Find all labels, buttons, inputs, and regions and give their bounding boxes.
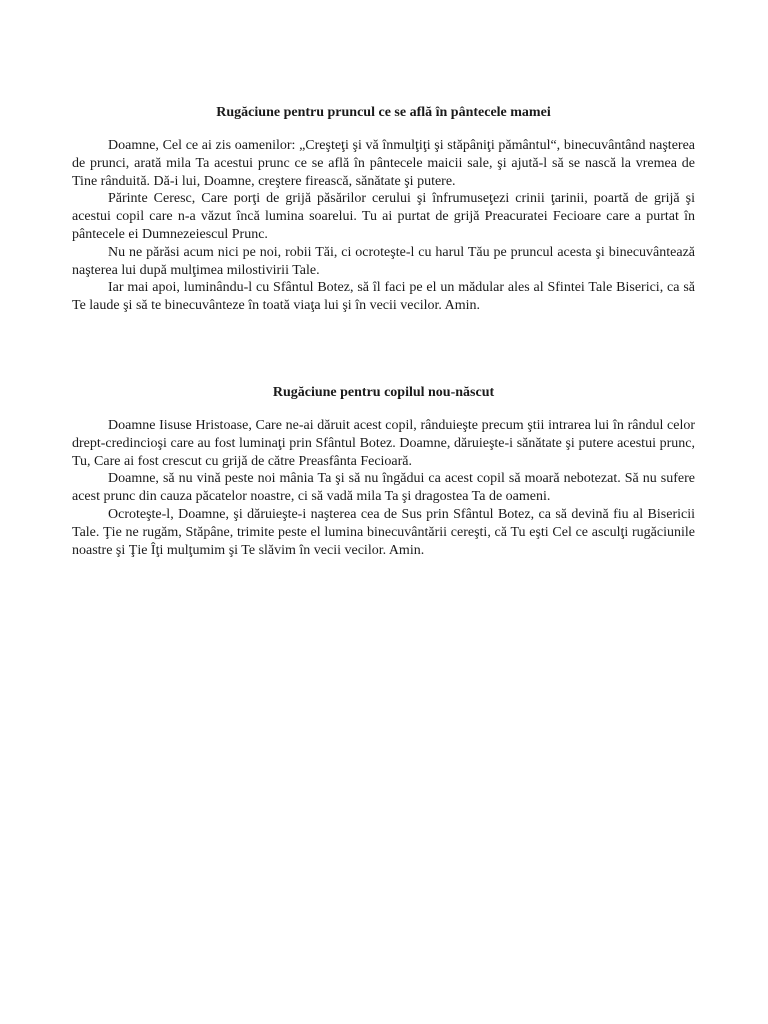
section-title: Rugăciune pentru copilul nou-născut [272, 385, 495, 400]
prayer-section-unborn [72, 137, 695, 315]
paragraph: Iar mai apoi, luminându-l cu Sfântul Botez, să îl faci pe el un mădular ales al Sfintei Tale Biserici, ca să Te laude şi să te binecuvânteze în toată viaţa lui şi în vecii vecilor. Amin. [72, 280, 695, 314]
prayer-section-newborn [72, 417, 695, 559]
paragraph: Doamne, să nu vină peste noi mânia Ta şi să nu îngădui ca acest copil să moară nebotezat. Să nu sufere acest prunc din cauza păcatelor noastre, ci să vadă mila Ta şi dragostea Ta de oameni. [72, 471, 695, 505]
paragraph: Ocroteşte-l, Doamne, şi dăruieşte-i naşterea cea de Sus prin Sfântul Botez, ca să devină fiu al Bisericii Tale. Ţie ne rugăm, Stăpâne, trimite peste el lumina binecuvântării cereşti, că Tu eşti Cel ce asculţi rugăciunile noastre şi Ţie Îţi mulţumim şi Te slăvim în vecii vecilor. Amin. [72, 506, 695, 558]
section-title: Rugăciune pentru pruncul ce se află în pântecele mamei [216, 105, 551, 120]
paragraph: Nu ne părăsi acum nici pe noi, robii Tăi, ci ocroteşte-l cu harul Tău pe pruncul acesta şi binecuvântează naşterea lui după mulţimea milostivirii Tale. [72, 244, 695, 278]
paragraph: Doamne, Cel ce ai zis oamenilor: „Creşteţi şi vă înmulţiţi şi stăpâniţi pământul“, binecuvântând naşterea de prunci, arată mila Ta acestui prunc ce se află în pântecele maicii sale, şi ajută-l să se nască la vremea de Tine rânduită. Dă-i lui, Doamne, creştere firească, sănătate şi putere. [72, 138, 695, 189]
paragraph: Doamne Iisuse Hristoase, Care ne-ai dăruit acest copil, rânduieşte precum ştii intrarea lui în rândul celor drept-credincioşi care au fost luminaţi prin Sfântul Botez. Doamne, dăruieşte-i sănătate şi putere acestui prunc, Tu, Care ai fost crescut cu grijă de către Preasfânta Fecioară. [72, 418, 695, 469]
paragraph: Părinte Ceresc, Care porţi de grijă păsărilor cerului şi înfrumuseţezi crinii ţarinii, poartă de grijă şi acestui copil care n-a văzut încă lumina soarelui. Tu ai purtat de grijă Preacuratei Fecioare care a purtat în pântecele ei Dumnezeiescul Prunc. [72, 191, 695, 242]
